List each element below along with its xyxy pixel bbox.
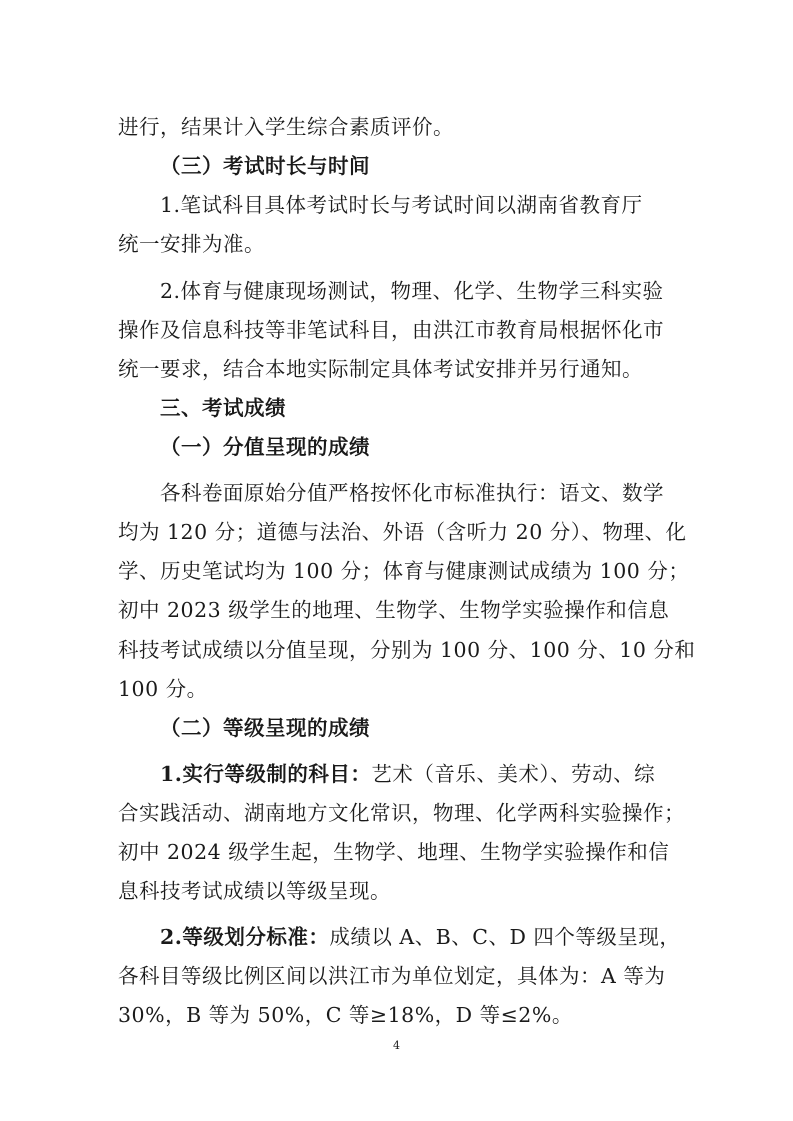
paragraph-text: 成绩以 A、B、C、D 四个等级呈现， <box>329 925 681 949</box>
paragraph-line: 息科技考试成绩以等级呈现。 <box>118 879 391 903</box>
paragraph-line: 2.体育与健康现场测试，物理、化学、生物学三科实验 <box>160 279 664 303</box>
paragraph-line: 1.笔试科目具体考试时长与考试时间以湖南省教育厅 <box>160 193 643 217</box>
section-heading-exam-duration: （三）考试时长与时间 <box>160 154 370 178</box>
paragraph-line: 初中 2023 级学生的地理、生物学、生物学实验操作和信息 <box>118 598 670 622</box>
paragraph-line: 操作及信息科技等非笔试科目，由洪江市教育局根据怀化市 <box>118 318 664 342</box>
section-heading-exam-scores: 三、考试成绩 <box>160 396 286 420</box>
paragraph-line: 统一安排为准。 <box>118 232 265 256</box>
paragraph-line: 均为 120 分；道德与法治、外语（含听力 20 分）、物理、化 <box>118 520 687 544</box>
paragraph-line: 科技考试成绩以分值呈现，分别为 100 分、100 分、10 分和 <box>118 638 696 662</box>
paragraph-line: 进行，结果计入学生综合素质评价。 <box>118 115 454 139</box>
section-heading-score-values: （一）分值呈现的成绩 <box>160 435 370 459</box>
paragraph-line: 初中 2024 级学生起，生物学、地理、生物学实验操作和信 <box>118 840 670 864</box>
paragraph-line: 合实践活动、湖南地方文化常识，物理、化学两科实验操作； <box>118 801 685 825</box>
paragraph-line: 30%，B 等为 50%，C 等≥18%，D 等≤2%。 <box>118 1003 573 1027</box>
paragraph-line <box>160 923 680 951</box>
paragraph-line: 统一要求，结合本地实际制定具体考试安排并另行通知。 <box>118 357 643 381</box>
paragraph-line <box>160 760 680 788</box>
section-heading-grade-levels: （二）等级呈现的成绩 <box>160 716 370 740</box>
paragraph-lead: 1.实行等级制的科目： <box>160 762 372 786</box>
paragraph-line: 各科卷面原始分值严格按怀化市标准执行：语文、数学 <box>160 481 664 505</box>
paragraph-line: 各科目等级比例区间以洪江市为单位划定，具体为：A 等为 <box>118 964 666 988</box>
paragraph-lead: 2.等级划分标准： <box>160 925 330 949</box>
paragraph-line: 100 分。 <box>118 677 208 701</box>
paragraph-line: 学、历史笔试均为 100 分；体育与健康测试成绩为 100 分； <box>118 559 690 583</box>
paragraph-text: 艺术（音乐、美术）、劳动、综 <box>371 762 656 786</box>
page-number: 4 <box>393 1039 400 1052</box>
